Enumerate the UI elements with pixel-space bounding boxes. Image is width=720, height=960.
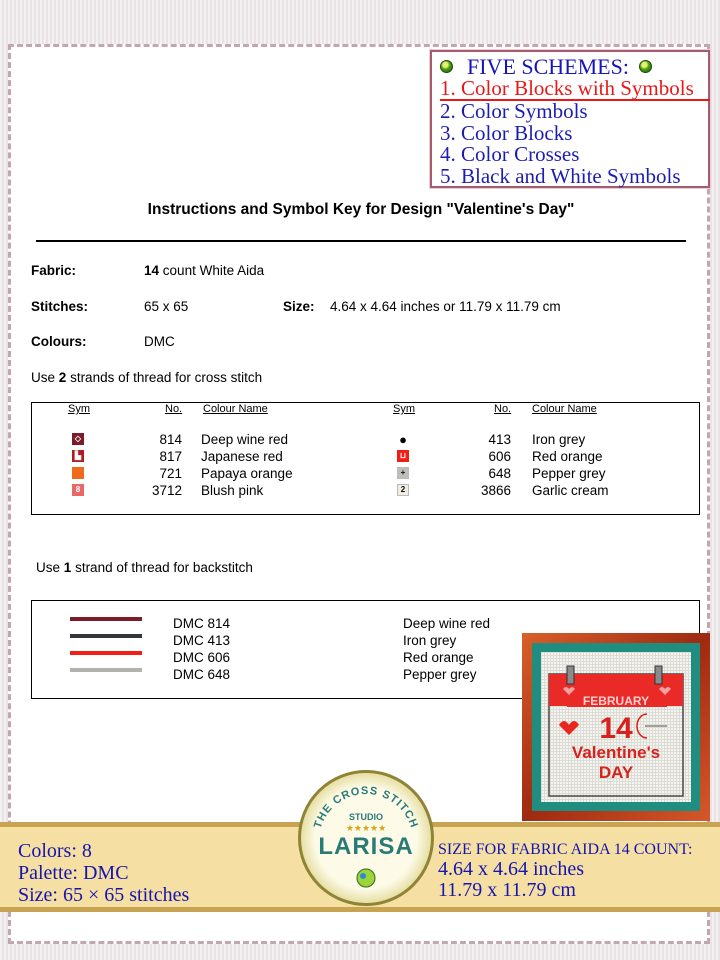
green-bullet-icon [639,60,652,73]
fabric-value [144,263,264,278]
badge-studio: STUDIO [348,812,384,822]
symbol-swatch: ▙ [72,450,84,462]
cross-post: strands of thread for cross stitch [70,370,263,385]
preview-day: 14 [599,712,633,745]
cross-strands: 2 [58,370,67,385]
cross-stitch-instruction [31,370,262,385]
size-value: 4.64 x 4.64 inches or 11.79 x 11.79 cm [330,299,561,314]
back-strands: 1 [63,560,72,575]
colours-label: Colours: [31,334,87,349]
size-label: Size: [283,299,315,314]
stitches-value: 65 x 65 [144,299,189,314]
backstitch-line [70,668,142,672]
back-pre: Use [36,560,61,575]
backstitch-name: Pepper grey [403,667,477,682]
color-number: 814 [159,432,182,447]
title-divider [36,240,686,242]
footer-palette: Palette: DMC [18,862,129,884]
preview-line2: DAY [598,763,634,782]
backstitch-code: DMC 648 [173,667,231,682]
color-number: 648 [488,466,511,481]
no-header-right: No. [494,403,512,415]
scheme-item-4[interactable]: 4. Color Crosses [440,142,580,166]
scheme-item-3[interactable]: 3. Color Blocks [440,120,573,145]
color-number: 413 [488,432,511,447]
symbol-swatch: ⊔ [397,450,409,462]
backstitch-line [70,617,142,621]
sym-header-right: Sym [393,403,415,415]
badge-name: LARISA [318,833,414,860]
color-number: 3866 [480,483,511,498]
schemes-title: FIVE SCHEMES: [467,54,629,79]
name-header-right: Colour Name [532,403,597,415]
symbol-swatch: ◇ [72,433,84,445]
backstitch-line [70,634,142,638]
scheme-item-5[interactable]: 5. Black and White Symbols [440,163,681,188]
symbol-key-table [31,402,700,515]
preview-line1: Valentine's [571,743,661,762]
design-preview[interactable] [522,633,710,821]
no-header-left: No. [165,403,183,415]
color-number: 3712 [151,483,182,498]
sym-header-left: Sym [68,403,90,415]
symbol-swatch: ● [397,433,409,445]
footer-cm: 11.79 x 11.79 cm [438,879,576,901]
fabric-rest: count White Aida [162,263,265,278]
fabric-count: 14 [144,263,160,278]
preview-mat [532,643,700,811]
backstitch-name: Red orange [403,650,474,665]
studio-logo-badge [298,770,434,906]
color-name: Red orange [532,449,603,464]
symbol-swatch: 2 [397,484,409,496]
badge-stars: ★★★★★ [345,824,387,834]
preview-canvas [541,652,691,802]
footer-size-header: SIZE FOR FABRIC AIDA 14 COUNT: [438,841,693,858]
colours-value: DMC [144,334,175,349]
green-bullet-icon [440,60,453,73]
schemes-header [440,56,708,78]
color-number: 721 [159,466,182,481]
symbol-swatch: 8 [72,484,84,496]
color-name: Blush pink [201,483,264,498]
color-number: 606 [488,449,511,464]
scheme-item-1[interactable]: 1. Color Blocks with Symbols [440,78,710,102]
backstitch-instruction [36,560,253,575]
color-name: Japanese red [201,449,283,464]
footer-colors: Colors: 8 [18,840,92,862]
footer-right-info [438,841,693,901]
document-title: Instructions and Symbol Key for Design "Valentine's Day" [147,201,575,218]
color-number: 817 [159,449,182,464]
backstitch-line [70,651,142,655]
backstitch-code: DMC 606 [173,650,231,665]
cross-pre: Use [31,370,56,385]
backstitch-name: Deep wine red [403,616,491,631]
symbol-swatch: + [397,467,409,479]
preview-month: FEBRUARY [582,694,650,708]
stitches-label: Stitches: [31,299,89,314]
name-header-left: Colour Name [203,403,268,415]
scheme-item-2[interactable]: 2. Color Symbols [440,99,588,123]
footer-inches: 4.64 x 4.64 inches [438,858,585,880]
color-name: Iron grey [532,432,586,447]
badge-art [301,773,431,903]
calendar-illustration [541,652,691,802]
symbol-swatch [72,467,84,479]
back-post: strand of thread for backstitch [75,560,253,575]
color-name: Deep wine red [201,432,289,447]
footer-size: Size: 65 × 65 stitches [18,884,190,906]
color-name: Pepper grey [532,466,606,481]
footer-left-info [18,840,189,906]
color-name: Garlic cream [532,483,609,498]
badge-arc-text: THE CROSS STITCH [311,784,421,830]
backstitch-name: Iron grey [403,633,457,648]
backstitch-code: DMC 814 [173,616,231,631]
schemes-box [430,50,710,188]
backstitch-code: DMC 413 [173,633,231,648]
color-name: Papaya orange [201,466,293,481]
fabric-label: Fabric: [31,263,77,278]
